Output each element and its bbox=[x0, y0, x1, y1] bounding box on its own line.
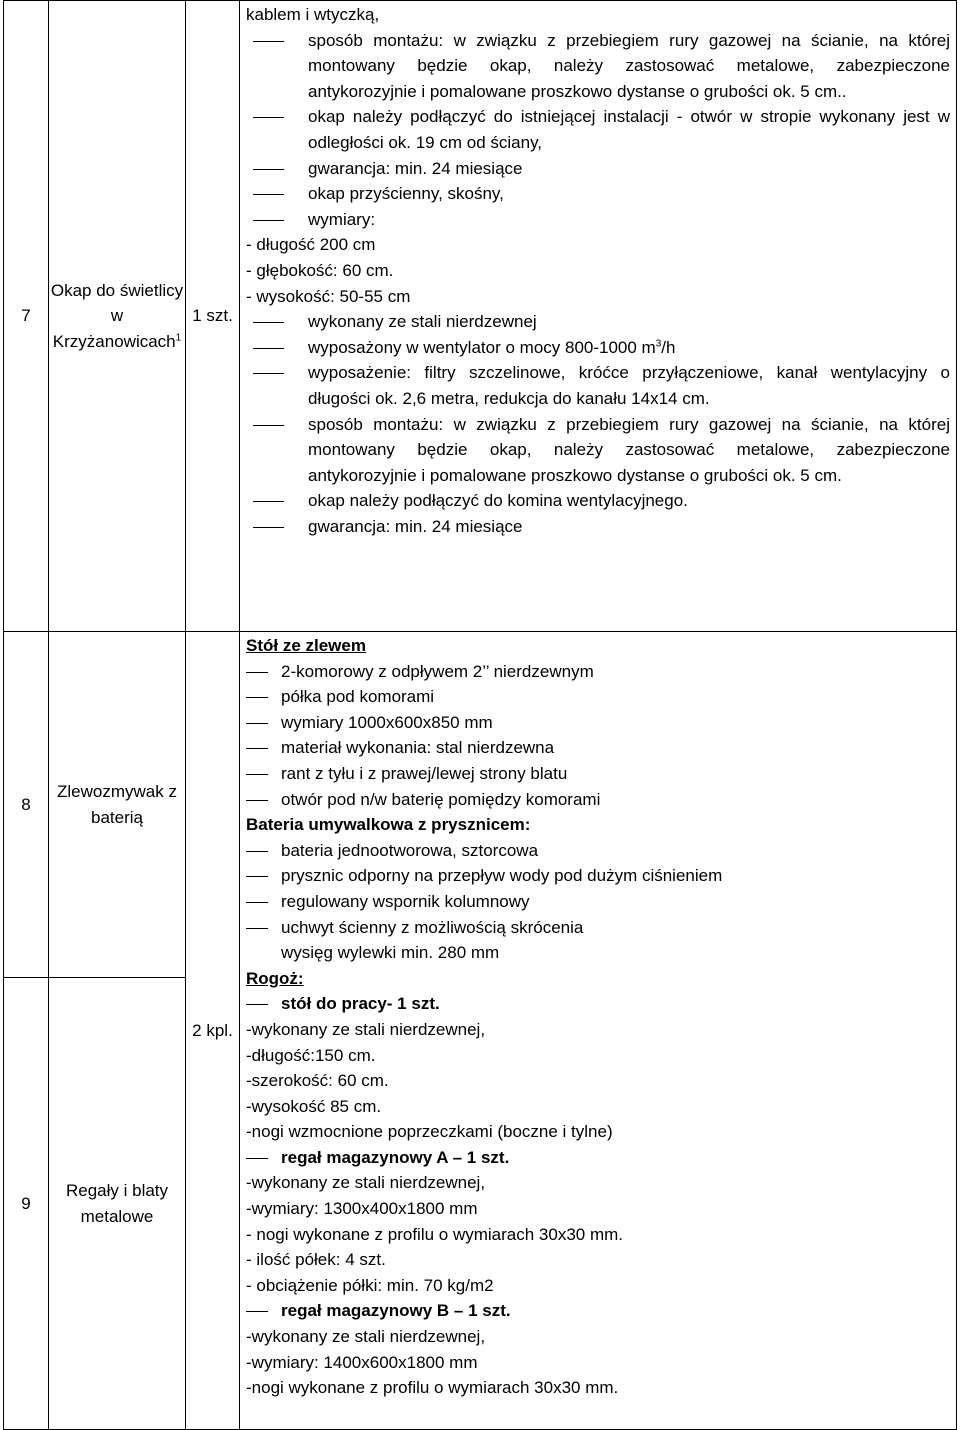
table-row bbox=[4, 632, 957, 978]
specification-table bbox=[3, 0, 957, 1430]
bullet-item: półka pod komorami bbox=[246, 684, 950, 710]
bullet-item: gwarancja: min. 24 miesiące bbox=[246, 156, 950, 182]
bullet-item: wymiary: bbox=[246, 207, 950, 233]
item-text-suffix: /h bbox=[661, 337, 676, 357]
item-name bbox=[49, 1, 186, 632]
list-item: -nogi wzmocnione poprzeczkami (boczne i tylne) bbox=[246, 1122, 613, 1142]
bullet-item: bateria jednootworowa, sztorcowa bbox=[246, 838, 950, 864]
list-item: kablem i wtyczką, bbox=[246, 5, 380, 24]
bullet-item: okap przyścienny, skośny, bbox=[246, 181, 950, 207]
bullet-item: sposób montażu: w związku z przebiegiem rury gazowej na ścianie, na której montowany będzie okap, należy zastosować metalowe, zabezpieczone antykorozyjnie i pomalowane proszkowo dystanse o grubości ok. 5 cm.. bbox=[246, 28, 950, 105]
footnote-marker: 1 bbox=[175, 332, 182, 344]
bullet-item: regał magazynowy B – 1 szt. bbox=[246, 1298, 950, 1324]
list-item: -szerokość: 60 cm. bbox=[246, 1071, 389, 1091]
item-quantity: 2 kpl. bbox=[186, 632, 240, 1430]
bullet-item: wymiary 1000x600x850 mm bbox=[246, 710, 950, 736]
section-heading: Stół ze zlewem bbox=[246, 636, 366, 655]
bullet-item: 2-komorowy z odpływem 2’’ nierdzewnym bbox=[246, 659, 950, 685]
list-item: -wysokość 85 cm. bbox=[246, 1096, 382, 1116]
item-name: Regały i blaty metalowe bbox=[49, 978, 186, 1430]
bullet-item: stół do pracy- 1 szt. bbox=[246, 991, 950, 1017]
item-name: Zlewozmywak z baterią bbox=[49, 632, 186, 978]
list-item: - obciążenie półki: min. 70 kg/m2 bbox=[246, 1275, 494, 1295]
list-item: - długość 200 cm bbox=[246, 235, 376, 255]
bullet-item: okap należy podłączyć do istniejącej instalacji - otwór w stropie wykonany jest w odległości ok. 19 cm od ściany, bbox=[246, 104, 950, 155]
bullet-item: rant z tyłu i z prawej/lewej strony blatu bbox=[246, 761, 950, 787]
section-heading: Bateria umywalkowa z prysznicem: bbox=[246, 815, 531, 835]
list-item: -wykonany ze stali nierdzewnej, bbox=[246, 1327, 486, 1347]
section-heading: Rogoż: bbox=[246, 968, 304, 988]
list-item: - nogi wykonane z profilu o wymiarach 30x30 mm. bbox=[246, 1224, 623, 1244]
list-item: - wysokość: 50-55 cm bbox=[246, 286, 411, 306]
list-item: -wykonany ze stali nierdzewnej, bbox=[246, 1019, 486, 1039]
bullet-item: otwór pod n/w baterię pomiędzy komorami bbox=[246, 787, 950, 813]
bullet-item: regulowany wspornik kolumnowy bbox=[246, 889, 950, 915]
list-item: -wymiary: 1300x400x1800 mm bbox=[246, 1199, 478, 1219]
bullet-item: sposób montażu: w związku z przebiegiem rury gazowej na ścianie, na której montowany będzie okap, należy zastosować metalowe, zabezpieczone antykorozyjnie i pomalowane proszkowo dystanse o grubości ok. 5 cm. bbox=[246, 412, 950, 489]
bullet-item: gwarancja: min. 24 miesiące bbox=[246, 514, 950, 540]
item-name-text: Okap do świetlicy w Krzyżanowicach bbox=[50, 280, 184, 351]
bullet-item: regał magazynowy A – 1 szt. bbox=[246, 1145, 950, 1171]
list-item: -wymiary: 1400x600x1800 mm bbox=[246, 1352, 478, 1372]
item-quantity: 1 szt. bbox=[186, 1, 240, 632]
bullet-item: uchwyt ścienny z możliwością skrócenia bbox=[246, 915, 950, 941]
bullet-item: wyposażenie: filtry szczelinowe, króćce przyłączeniowe, kanał wentylacyjny o długości ok. 2,6 metra, redukcja do kanału 14x14 cm. bbox=[246, 360, 950, 411]
item-description bbox=[240, 1, 957, 632]
item-description bbox=[240, 632, 957, 1430]
bullet-item: prysznic odporny na przepływ wody pod dużym ciśnieniem bbox=[246, 863, 950, 889]
list-item: -wykonany ze stali nierdzewnej, bbox=[246, 1173, 486, 1193]
superscript: 3 bbox=[655, 338, 662, 350]
list-item: - ilość półek: 4 szt. bbox=[246, 1250, 386, 1270]
row-number: 9 bbox=[4, 978, 49, 1430]
bullet-item: wykonany ze stali nierdzewnej bbox=[246, 309, 950, 335]
row-number: 8 bbox=[4, 632, 49, 978]
list-item: - głębokość: 60 cm. bbox=[246, 260, 394, 280]
list-item: wysięg wylewki min. 280 mm bbox=[281, 943, 500, 963]
bullet-item: okap należy podłączyć do komina wentylacyjnego. bbox=[246, 488, 950, 514]
item-text: wyposażony w wentylator o mocy 800-1000 m bbox=[308, 337, 656, 357]
list-item: -nogi wykonane z profilu o wymiarach 30x30 mm. bbox=[246, 1378, 619, 1398]
row-number: 7 bbox=[4, 1, 49, 632]
bullet-item: materiał wykonania: stal nierdzewna bbox=[246, 735, 950, 761]
table-row bbox=[4, 1, 957, 632]
list-item: -długość:150 cm. bbox=[246, 1045, 376, 1065]
bullet-item bbox=[246, 335, 950, 361]
